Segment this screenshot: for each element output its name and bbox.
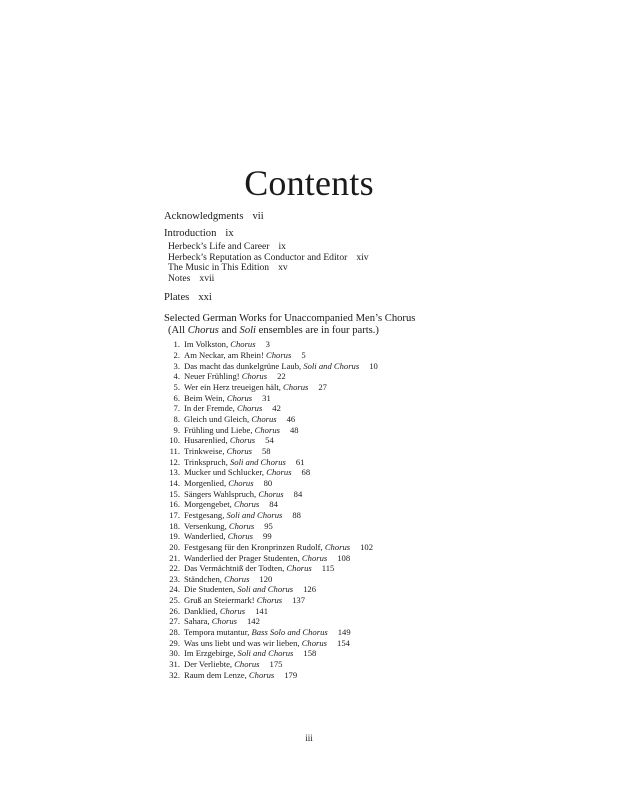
toc-work-entry xyxy=(164,606,584,617)
work-voicing: Chorus xyxy=(229,435,256,446)
work-voicing: Chorus xyxy=(230,339,256,350)
work-voicing: Chorus xyxy=(254,424,280,435)
work-title: Raum dem Lenze, xyxy=(184,669,249,680)
work-number: 6. xyxy=(173,392,180,403)
work-title: Trinkweise, xyxy=(184,445,227,456)
work-voicing: Chorus xyxy=(251,413,277,424)
work-number: 27. xyxy=(169,616,180,627)
work-page: 120 xyxy=(259,573,273,584)
work-title: Die Studenten, xyxy=(184,584,238,595)
toc-work-entry xyxy=(164,446,584,457)
toc-subentry-page: xvii xyxy=(199,272,215,284)
work-page: 68 xyxy=(301,467,311,478)
toc-work-entry xyxy=(164,648,584,659)
work-number: 15. xyxy=(169,488,180,499)
work-title: Das macht das dunkelgrüne Laub, xyxy=(184,360,304,371)
toc-work-entry xyxy=(164,361,584,372)
work-number: 31. xyxy=(169,659,180,670)
work-title: Versenkung, xyxy=(184,520,229,531)
work-number: 20. xyxy=(169,541,180,552)
work-page: 5 xyxy=(301,350,306,361)
work-page: 58 xyxy=(261,445,271,456)
work-page: 99 xyxy=(263,531,272,542)
toc-work-entry xyxy=(164,382,584,393)
work-page: 115 xyxy=(321,563,335,574)
work-voicing: Chorus xyxy=(248,669,275,680)
work-title: Wer ein Herz treueigen hält, xyxy=(184,382,284,392)
work-voicing: Chorus xyxy=(234,659,260,670)
toc-work-entry xyxy=(164,542,584,553)
work-number: 23. xyxy=(169,573,180,584)
work-title: Beim Wein, xyxy=(184,392,227,403)
work-title: Der Verliebte, xyxy=(184,659,235,670)
work-voicing: Chorus xyxy=(258,488,284,499)
toc-work-entry xyxy=(164,521,584,532)
work-number: 14. xyxy=(169,477,180,488)
work-number: 18. xyxy=(169,520,180,531)
work-number: 22. xyxy=(169,563,180,574)
work-page: 27 xyxy=(318,382,327,392)
work-voicing: Chorus xyxy=(226,392,253,403)
work-title: Wanderlied, xyxy=(184,531,228,542)
work-title: Ständchen, xyxy=(184,573,225,584)
work-page: 61 xyxy=(295,456,305,467)
work-voicing: Chorus xyxy=(283,382,309,392)
work-page: 95 xyxy=(264,520,273,531)
work-voicing: Soli and Chorus xyxy=(303,360,360,371)
note-text: (All xyxy=(168,324,188,336)
work-page: 158 xyxy=(303,648,317,659)
note-chorus: Chorus xyxy=(187,324,219,336)
work-page: 54 xyxy=(265,435,274,446)
work-number: 11. xyxy=(169,445,180,456)
work-title: Sängers Wahlspruch, xyxy=(184,488,259,499)
toc-work-entry xyxy=(164,350,584,361)
toc-work-entry xyxy=(164,467,584,478)
toc-subentry-label: Notes xyxy=(168,272,191,284)
toc-work-entry xyxy=(164,414,584,425)
work-number: 30. xyxy=(169,648,180,659)
work-page: 84 xyxy=(293,488,303,499)
work-voicing: Chorus xyxy=(301,552,328,563)
work-voicing: Chorus xyxy=(228,520,255,531)
toc-work-entry xyxy=(164,499,584,510)
work-title: Mucker und Schlucker, xyxy=(184,467,267,478)
toc-subentry xyxy=(164,274,584,285)
toc-entry-page: xxi xyxy=(198,292,212,304)
work-voicing: Chorus xyxy=(266,350,292,361)
toc-work-entry xyxy=(164,478,584,489)
work-number: 3. xyxy=(173,360,180,371)
toc-work-entry xyxy=(164,584,584,595)
work-title: Frühling und Liebe, xyxy=(184,424,255,435)
work-voicing: Chorus xyxy=(233,499,260,510)
toc-work-entry xyxy=(164,510,584,521)
work-title: Neuer Frühling! xyxy=(184,371,242,382)
toc-entry-label: Acknowledgments xyxy=(164,211,244,222)
toc-work-entry xyxy=(164,670,584,681)
toc-entry-introduction xyxy=(164,226,584,241)
work-page: 102 xyxy=(360,541,374,552)
toc-entry-acknowledgments xyxy=(164,209,584,224)
work-voicing: Soli and Chorus xyxy=(237,648,294,659)
work-page: 154 xyxy=(337,637,350,648)
work-page: 42 xyxy=(272,403,281,414)
work-page: 3 xyxy=(265,339,270,350)
work-voicing: Chorus xyxy=(211,616,237,627)
toc-entry-label: Plates xyxy=(164,292,190,304)
toc-subentry-label: Herbeck’s Reputation as Conductor and Editor xyxy=(168,251,348,263)
works-list xyxy=(164,339,584,680)
work-voicing: Soli and Chorus xyxy=(226,509,283,520)
work-voicing: Soli and Chorus xyxy=(230,456,286,467)
toc-subentry-label: Herbeck’s Life and Career xyxy=(168,241,270,252)
work-page: 142 xyxy=(247,616,260,627)
work-number: 7. xyxy=(173,403,180,414)
toc-subentry xyxy=(164,263,584,274)
work-title: Festgesang für den Kronprinzen Rudolf, xyxy=(184,541,325,552)
work-number: 25. xyxy=(169,595,180,606)
toc-work-entry xyxy=(164,425,584,436)
work-number: 9. xyxy=(173,424,180,435)
work-page: 137 xyxy=(292,595,305,606)
toc-work-entry xyxy=(164,531,584,542)
work-title: Im Volkston, xyxy=(184,339,231,350)
page-title: Contents xyxy=(244,163,374,204)
work-number: 21. xyxy=(169,552,180,563)
work-page: 108 xyxy=(337,552,351,563)
work-title: Tempora mutantur, xyxy=(184,627,252,638)
toc-work-entry xyxy=(164,371,584,382)
work-page: 126 xyxy=(303,584,316,595)
toc-subentry-page: xv xyxy=(278,262,288,274)
work-number: 4. xyxy=(173,371,180,382)
toc-work-entry xyxy=(164,339,584,350)
work-title: Festgesang, xyxy=(184,509,227,520)
work-page: 10 xyxy=(369,360,378,371)
work-voicing: Bass Solo and Chorus xyxy=(251,627,328,638)
toc-work-entry xyxy=(164,616,584,627)
toc-work-entry xyxy=(164,563,584,574)
work-title: Im Erzgebirge, xyxy=(184,648,238,659)
work-title: Gleich und Gleich, xyxy=(184,413,252,424)
work-page: 84 xyxy=(269,499,278,510)
work-title: Husarenlied, xyxy=(184,435,230,446)
work-title: Das Vermächtniß der Todten, xyxy=(184,563,287,574)
work-voicing: Chorus xyxy=(228,477,254,488)
work-page: 88 xyxy=(292,509,301,520)
work-number: 1. xyxy=(173,339,180,350)
work-voicing: Soli and Chorus xyxy=(237,584,294,595)
work-voicing: Chorus xyxy=(301,637,328,648)
toc-work-entry xyxy=(164,659,584,670)
work-title: Was uns liebt und was wir lieben, xyxy=(184,637,302,648)
toc-work-entry xyxy=(164,403,584,414)
toc-work-entry xyxy=(164,553,584,564)
toc-subentry-page: xiv xyxy=(356,251,369,263)
work-title: Gruß an Steiermark! xyxy=(184,595,257,606)
work-voicing: Chorus xyxy=(236,403,263,414)
work-title: Wanderlied der Prager Studenten, xyxy=(184,552,302,563)
work-page: 149 xyxy=(337,627,351,638)
work-voicing: Chorus xyxy=(226,445,252,456)
work-title: In der Fremde, xyxy=(184,403,237,414)
work-voicing: Chorus xyxy=(324,541,351,552)
toc-work-entry xyxy=(164,595,584,606)
work-page: 179 xyxy=(284,669,298,680)
work-title: Morgengebet, xyxy=(184,499,234,510)
work-title: Morgenlied, xyxy=(184,477,229,488)
works-section-note xyxy=(164,325,584,337)
toc-work-entry xyxy=(164,457,584,468)
toc-work-entry xyxy=(164,489,584,500)
work-number: 2. xyxy=(173,350,180,361)
work-number: 29. xyxy=(169,637,180,648)
toc-entry-page: vii xyxy=(252,211,264,222)
work-page: 141 xyxy=(255,605,269,616)
work-page: 31 xyxy=(262,392,271,403)
work-voicing: Chorus xyxy=(286,563,312,574)
work-title: Danklied, xyxy=(184,605,220,616)
work-voicing: Chorus xyxy=(256,595,283,606)
work-voicing: Chorus xyxy=(224,573,250,584)
work-number: 19. xyxy=(169,531,180,542)
table-of-contents xyxy=(164,209,584,680)
works-section-heading: Selected German Works for Unaccompanied Men’s Chorus xyxy=(164,313,416,325)
work-title: Am Neckar, am Rhein! xyxy=(184,350,266,361)
work-number: 17. xyxy=(169,509,180,520)
toc-entry-label: Introduction xyxy=(164,228,217,239)
work-voicing: Chorus xyxy=(241,371,268,382)
work-voicing: Chorus xyxy=(219,605,246,616)
work-title: Trinkspruch, xyxy=(184,456,230,467)
work-page: 175 xyxy=(269,659,283,670)
toc-work-entry xyxy=(164,393,584,404)
toc-work-entry xyxy=(164,638,584,649)
note-text: ensembles are in four parts.) xyxy=(256,324,379,336)
toc-entry-plates xyxy=(164,290,584,305)
work-page: 46 xyxy=(286,413,296,424)
work-number: 10. xyxy=(169,435,180,446)
work-voicing: Chorus xyxy=(266,467,292,478)
work-voicing: Chorus xyxy=(227,531,254,542)
work-number: 8. xyxy=(173,413,180,424)
toc-work-entry xyxy=(164,574,584,585)
work-number: 32. xyxy=(169,669,180,680)
work-page: 22 xyxy=(277,371,286,382)
work-number: 26. xyxy=(169,605,180,616)
work-number: 13. xyxy=(169,467,180,478)
work-number: 16. xyxy=(169,499,180,510)
toc-work-entry xyxy=(164,435,584,446)
toc-work-entry xyxy=(164,627,584,638)
note-text: and xyxy=(218,324,240,336)
work-number: 5. xyxy=(173,382,180,392)
toc-subentry-page: ix xyxy=(278,241,286,252)
page-number: iii xyxy=(305,733,313,743)
note-soli: Soli xyxy=(239,324,256,336)
introduction-subsections xyxy=(164,242,584,284)
work-page: 80 xyxy=(263,477,273,488)
toc-subentry-label: The Music in This Edition xyxy=(168,262,270,274)
toc-entry-page: ix xyxy=(225,228,234,239)
work-title: Sahara, xyxy=(184,616,212,627)
work-number: 12. xyxy=(169,456,180,467)
work-number: 24. xyxy=(169,584,180,595)
work-number: 28. xyxy=(169,627,180,638)
work-page: 48 xyxy=(289,424,299,435)
